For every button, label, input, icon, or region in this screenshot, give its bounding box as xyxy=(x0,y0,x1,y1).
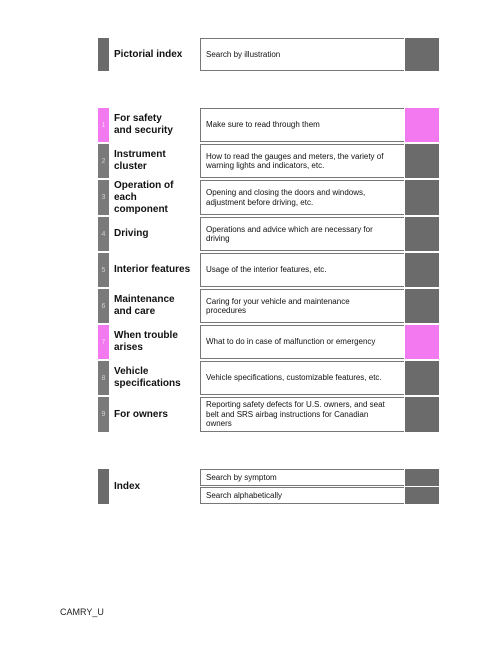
chapter-row-4[interactable] xyxy=(98,217,439,251)
chapter-row-5[interactable] xyxy=(98,253,439,287)
chapter-description: Make sure to read through them xyxy=(200,108,404,142)
chapter-title: Maintenance and care xyxy=(114,294,175,317)
chapter-row-8[interactable] xyxy=(98,361,439,395)
chapter-title: Operation of each component xyxy=(114,179,174,215)
chapter-edge-tab[interactable] xyxy=(405,361,439,395)
chapter-title: When trouble arises xyxy=(114,330,178,353)
chapter-edge-tab[interactable] xyxy=(405,108,439,142)
section-tab xyxy=(98,469,109,504)
chapter-edge-tab[interactable] xyxy=(405,144,439,178)
chapter-edge-tab[interactable] xyxy=(405,180,439,215)
chapter-row-1[interactable] xyxy=(98,108,439,142)
chapter-number: 4 xyxy=(98,217,109,251)
chapter-description: Opening and closing the doors and windows, adjustment before driving, etc. xyxy=(200,180,404,215)
chapter-edge-tab[interactable] xyxy=(405,325,439,359)
chapter-edge-tab[interactable] xyxy=(405,397,439,432)
chapter-edge-tab[interactable] xyxy=(405,217,439,251)
chapter-number: 9 xyxy=(98,397,109,432)
chapter-description: What to do in case of malfunction or emergency xyxy=(200,325,404,359)
chapter-description: How to read the gauges and meters, the variety of warning lights and indicators, etc. xyxy=(200,144,404,178)
index-option-alphabetical[interactable]: Search alphabetically xyxy=(200,487,404,504)
index-edge-tab-symptom[interactable] xyxy=(405,469,439,486)
chapter-description: Operations and advice which are necessary for driving xyxy=(200,217,404,251)
pictorial-index-description: Search by illustration xyxy=(200,38,404,71)
chapter-row-9[interactable] xyxy=(98,397,439,432)
chapter-title: Interior features xyxy=(114,264,191,275)
chapter-title: For owners xyxy=(114,408,168,420)
index-option-symptom[interactable]: Search by symptom xyxy=(200,469,404,486)
chapter-title: Vehicle specifications xyxy=(114,366,181,389)
chapter-description: Caring for your vehicle and maintenance procedures xyxy=(200,289,404,323)
chapter-number: 3 xyxy=(98,180,109,215)
chapter-description: Vehicle specifications, customizable features, etc. xyxy=(200,361,404,395)
index-edge-tab-alphabetical[interactable] xyxy=(405,487,439,504)
section-tab xyxy=(98,38,109,71)
chapter-description: Usage of the interior features, etc. xyxy=(200,253,404,287)
chapter-row-2[interactable] xyxy=(98,144,439,178)
chapter-number: 1 xyxy=(98,108,109,142)
chapter-number: 5 xyxy=(98,253,109,287)
pictorial-index-row[interactable] xyxy=(98,38,439,71)
chapter-title: Driving xyxy=(114,228,149,239)
chapter-title: For safety and security xyxy=(114,113,173,136)
index-row xyxy=(98,469,439,504)
chapter-row-6[interactable] xyxy=(98,289,439,323)
chapter-number: 7 xyxy=(98,325,109,359)
chapter-number: 6 xyxy=(98,289,109,323)
chapter-row-3[interactable] xyxy=(98,180,439,215)
chapter-description: Reporting safety defects for U.S. owners, and seat belt and SRS airbag instructions for Canadian owners xyxy=(200,397,404,432)
chapter-row-7[interactable] xyxy=(98,325,439,359)
pictorial-index-title: Pictorial index xyxy=(114,48,183,60)
chapter-edge-tab[interactable] xyxy=(405,253,439,287)
document-code: CAMRY_U xyxy=(60,607,104,617)
index-title: Index xyxy=(114,480,141,492)
chapter-title: Instrument cluster xyxy=(114,149,166,172)
chapter-number: 2 xyxy=(98,144,109,178)
pictorial-index-edge-tab[interactable] xyxy=(405,38,439,71)
chapter-edge-tab[interactable] xyxy=(405,289,439,323)
chapter-number: 8 xyxy=(98,361,109,395)
